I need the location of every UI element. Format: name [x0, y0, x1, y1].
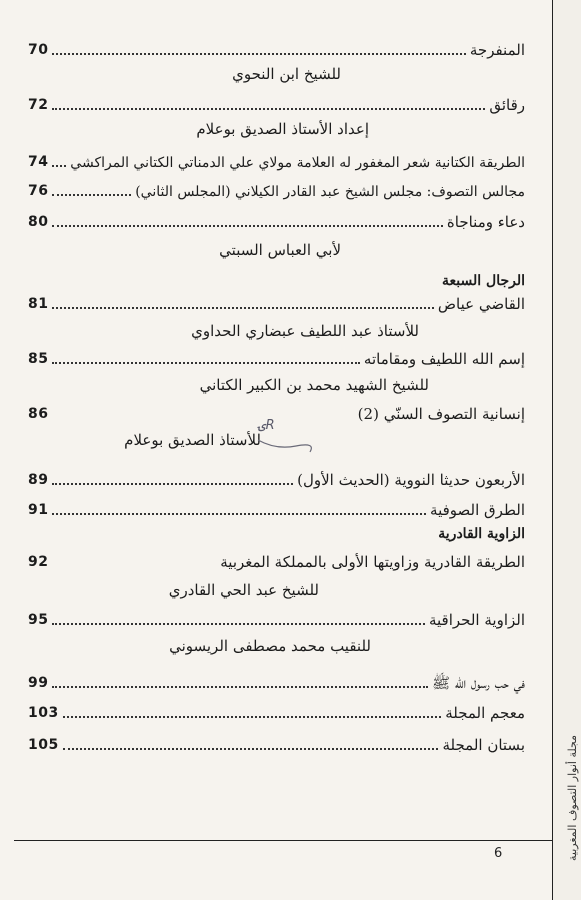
dot-leader — [52, 307, 433, 309]
dot-leader — [52, 194, 131, 196]
handwritten-squiggle-icon — [256, 436, 312, 456]
entry-page-number: 89 — [28, 472, 49, 488]
toc-entry[interactable] — [28, 548, 525, 572]
entry-author: للشيخ ابن النحوي — [232, 65, 341, 83]
entry-page-number: 103 — [28, 705, 59, 721]
entry-title: دعاء ومناجاة — [446, 213, 525, 231]
dot-leader — [52, 417, 353, 419]
toc-entry[interactable] — [28, 400, 525, 424]
entry-author: للأستاذ عبد اللطيف عبضاري الحداوي — [191, 322, 419, 340]
dot-leader — [52, 623, 425, 625]
entry-title: القاضي عياض — [437, 295, 525, 313]
toc-entry[interactable] — [28, 606, 525, 630]
footer-rule — [14, 840, 553, 841]
dot-leader — [52, 565, 216, 567]
entry-page-number: 86 — [28, 406, 49, 422]
entry-author: لأبي العباس السبتي — [219, 241, 341, 259]
dot-leader — [52, 686, 428, 688]
entry-page-number: 72 — [28, 97, 49, 113]
toc-entry[interactable] — [28, 669, 525, 693]
toc-entry[interactable] — [28, 148, 525, 172]
entry-title: إسم الله اللطيف ومقاماته — [363, 350, 525, 368]
section-heading: الرجال السبعة — [442, 273, 525, 289]
entry-page-number: 74 — [28, 154, 49, 170]
entry-page-number: 91 — [28, 502, 49, 518]
dot-leader — [52, 483, 293, 485]
entry-author: للأستاذ الصديق بوعلام — [124, 431, 261, 449]
dot-leader — [52, 53, 465, 55]
entry-page-number: 76 — [28, 183, 49, 199]
dot-leader — [52, 362, 359, 364]
toc-entry[interactable] — [28, 699, 525, 723]
entry-page-number: 70 — [28, 42, 49, 58]
entry-title: المنفرجة — [469, 41, 525, 59]
toc-entry[interactable] — [28, 91, 525, 115]
entry-title: الزاوية الحراقية — [428, 611, 525, 629]
entry-author: إعداد الأستاذ الصديق بوعلام — [196, 120, 369, 138]
entry-author: للنقيب محمد مصطفى الريسوني — [169, 637, 371, 655]
entry-page-number: 99 — [28, 675, 49, 691]
dot-leader — [63, 748, 439, 750]
toc-entry[interactable] — [28, 208, 525, 232]
toc-entry[interactable] — [28, 466, 525, 490]
dot-leader — [52, 225, 442, 227]
entry-page-number: 80 — [28, 214, 49, 230]
toc-entry[interactable] — [28, 177, 525, 201]
entry-page-number: 81 — [28, 296, 49, 312]
toc-entry[interactable] — [28, 345, 525, 369]
entry-page-number: 92 — [28, 554, 49, 570]
entry-author: للشيخ عبد الحي القادري — [168, 581, 319, 599]
toc-entry[interactable] — [28, 496, 525, 520]
entry-title: الطريقة القادرية وزاويتها الأولى بالمملكة المغربية — [220, 553, 525, 571]
toc-entry[interactable] — [28, 36, 525, 60]
entry-title: رقائق — [489, 96, 525, 114]
dot-leader — [52, 513, 426, 515]
entry-page-number: 85 — [28, 351, 49, 367]
entry-title: بستان المجلة — [442, 736, 525, 754]
section-heading: الزاوية القادرية — [438, 526, 525, 542]
toc-entry[interactable] — [28, 290, 525, 314]
entry-page-number: 105 — [28, 737, 59, 753]
entry-page-number: 95 — [28, 612, 49, 628]
entry-title: معجم المجلة — [445, 704, 525, 722]
toc-entry[interactable] — [28, 731, 525, 755]
entry-title: الأربعون حديثا النووية (الحديث الأول) — [297, 471, 525, 489]
handwritten-annotation: ۍR — [258, 418, 275, 433]
entry-title: الطريقة الكتانية شعر المغفور له العلامة مولاي علي الدمناتي الكتاني المراكشي — [70, 155, 525, 171]
journal-spine-title: مجلة أنوار التصوف المغربية — [566, 735, 579, 861]
dot-leader — [52, 108, 485, 110]
entry-author: للشيخ الشهيد محمد بن الكبير الكتاني — [199, 376, 429, 394]
dot-leader — [52, 165, 66, 167]
entry-title: إنسانية التصوف السنّي (2) — [357, 405, 525, 423]
entry-title: الطرق الصوفية — [430, 501, 525, 519]
page-number: 6 — [494, 846, 503, 861]
entry-title: في حب رسول الله ﷺ — [431, 674, 525, 692]
page-spine — [552, 0, 581, 900]
dot-leader — [63, 716, 441, 718]
entry-title: مجالس التصوف: مجلس الشيخ عبد القادر الكيلاني (المجلس الثاني) — [135, 184, 525, 200]
